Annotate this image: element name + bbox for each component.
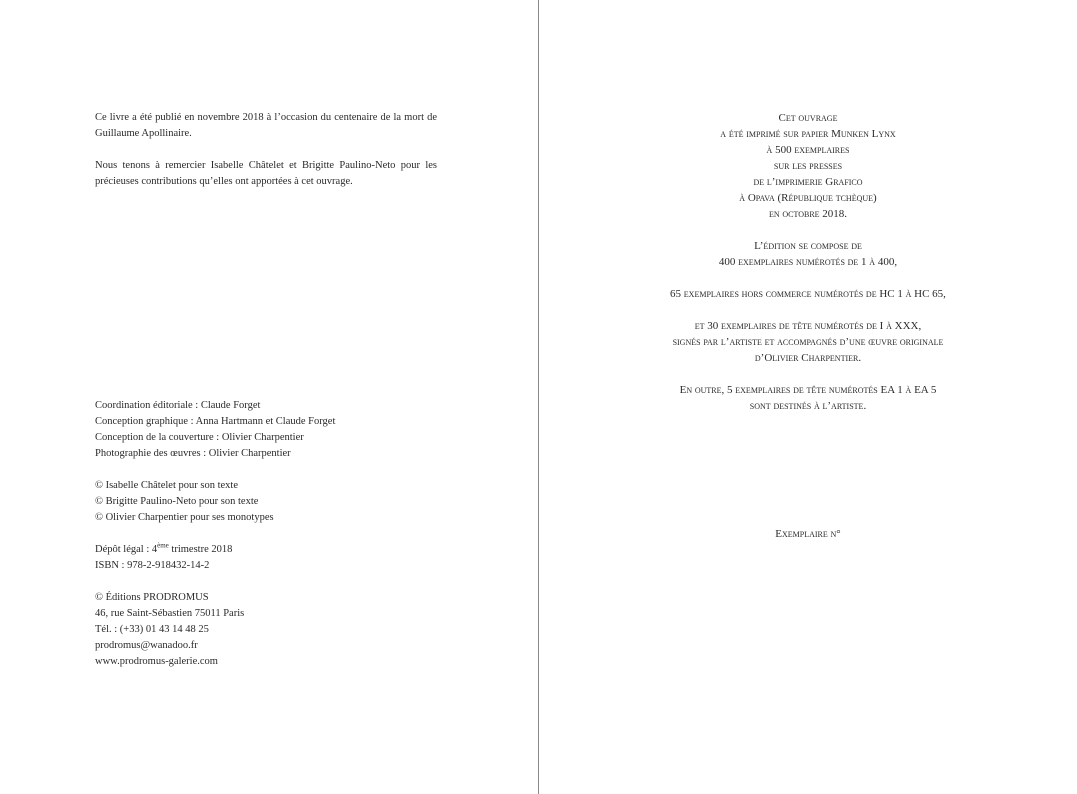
- intro-text: [95, 110, 437, 190]
- colophon-line: en octobre 2018.: [768, 208, 848, 220]
- tete-copies: [539, 318, 1077, 366]
- legal-deposit-suffix: trimestre 2018: [168, 544, 233, 555]
- left-page: [0, 0, 538, 794]
- right-page: [539, 0, 1077, 794]
- colophon-line: sont destinés à l’artiste.: [749, 400, 867, 412]
- legal-deposit-prefix: Dépôt légal : 4: [95, 544, 158, 555]
- colophon-line: signés par l’artiste et accompagnés d’une œuvre originale: [672, 336, 944, 348]
- hors-commerce-copies: [539, 286, 1077, 302]
- colophon-line: de l’imprimerie Grafico: [753, 176, 863, 188]
- credit-line: Coordination éditoriale : Claude Forget: [95, 400, 261, 411]
- colophon-line: Cet ouvrage: [778, 112, 838, 124]
- printing-details: [539, 110, 1077, 222]
- copyright-line: © Brigitte Paulino-Neto pour son texte: [95, 496, 259, 507]
- legal-deposit-ordinal: ème: [157, 541, 169, 550]
- publisher-name: © Éditions PRODROMUS: [95, 592, 209, 603]
- credits-list: [95, 398, 437, 462]
- credit-line: Photographie des œuvres : Olivier Charpentier: [95, 448, 291, 459]
- exemplaire-number: [539, 526, 1077, 542]
- colophon-line: En outre, 5 exemplaires de tête numérotés EA 1 à EA 5: [679, 384, 937, 396]
- credit-line: Conception graphique : Anna Hartmann et Claude Forget: [95, 416, 336, 427]
- colophon-line: d’Olivier Charpentier.: [754, 352, 862, 364]
- legal-info: [95, 542, 437, 574]
- copyright-line: © Olivier Charpentier pour ses monotypes: [95, 512, 274, 523]
- edition-composition: [539, 238, 1077, 270]
- colophon-line: et 30 exemplaires de tête numérotés de I à XXX,: [694, 320, 922, 332]
- intro-paragraph-1: Ce livre a été publié en novembre 2018 à l’occasion du centenaire de la mort de Guillaume Apollinaire.: [95, 112, 437, 139]
- colophon-line: sur les presses: [773, 160, 843, 172]
- colophon: [539, 110, 1077, 414]
- copyright-line: © Isabelle Châtelet pour son texte: [95, 480, 238, 491]
- colophon-line: 65 exemplaires hors commerce numérotés de HC 1 à HC 65,: [670, 288, 946, 300]
- publisher-info: [95, 590, 437, 670]
- colophon-line: L’édition se compose de: [754, 240, 862, 252]
- intro-paragraph-2: Nous tenons à remercier Isabelle Châtelet et Brigitte Paulino-Neto pour les précieuses contributions qu’elles ont apportées à cet ouvrage.: [95, 160, 437, 187]
- colophon-line: à 500 exemplaires: [766, 144, 850, 156]
- artist-copies: [539, 382, 1077, 414]
- exemplaire-label: Exemplaire n°: [775, 528, 841, 540]
- isbn: ISBN : 978-2-918432-14-2: [95, 560, 210, 571]
- copyright-list: [95, 478, 437, 526]
- publisher-address: 46, rue Saint-Sébastien 75011 Paris: [95, 608, 245, 619]
- colophon-line: a été imprimé sur papier Munken Lynx: [720, 128, 896, 140]
- colophon-line: à Opava (République tchèque): [739, 192, 877, 204]
- publisher-website: www.prodromus-galerie.com: [95, 656, 218, 667]
- colophon-line: 400 exemplaires numérotés de 1 à 400,: [718, 256, 898, 268]
- publisher-email: prodromus@wanadoo.fr: [95, 640, 198, 651]
- credit-line: Conception de la couverture : Olivier Charpentier: [95, 432, 304, 443]
- credits-section: [95, 398, 437, 670]
- publisher-phone: Tél. : (+33) 01 43 14 48 25: [95, 624, 209, 635]
- legal-deposit: [95, 542, 437, 558]
